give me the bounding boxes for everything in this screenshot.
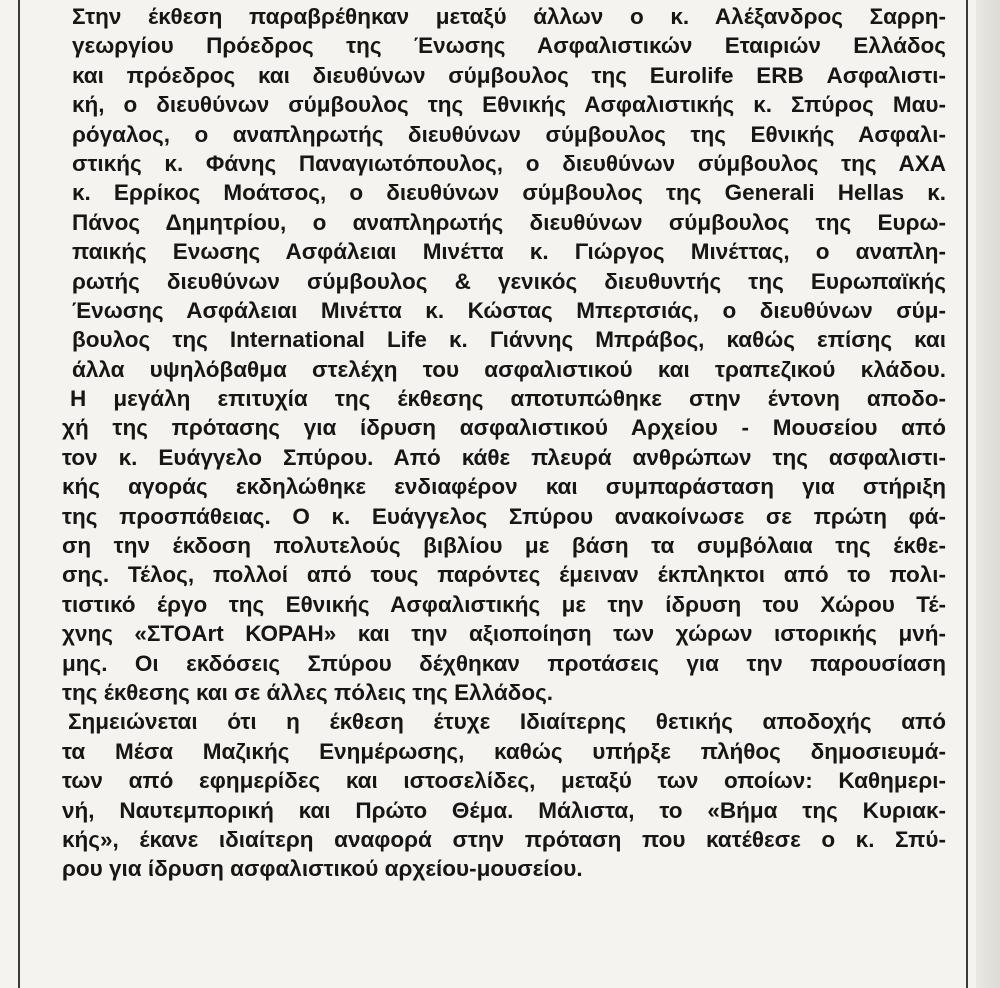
text-line: κή, ο διευθύνων σύμβουλος της Εθνικής Ασφαλιστικής κ. Σπύρος Μαυ- [72, 92, 946, 118]
article-paragraph-3 [62, 707, 946, 883]
text-line: τον κ. Ευάγγελο Σπύρου. Από κάθε πλευρά ανθρώπων της ασφαλιστι- [62, 444, 946, 470]
text-line: χή της πρότασης για ίδρυση ασφαλιστικού Αρχείου - Μουσείου από [62, 415, 946, 441]
text-line: της προσπάθειας. Ο κ. Ευάγγελος Σπύρου ανακοίνωσε σε πρώτη φά- [62, 503, 946, 529]
text-line: των από εφημερίδες και ιστοσελίδες, μεταξύ των οποίων: Καθημερι- [62, 768, 946, 794]
text-line: κής αγοράς εκδηλώθηκε ενδιαφέρον και συμπαράσταση για στήριξη [62, 474, 946, 500]
text-line: τα Μέσα Μαζικής Ενημέρωσης, καθώς υπήρξε πλήθος δημοσιευμά- [62, 738, 946, 764]
text-line: ρου για ίδρυση ασφαλιστικού αρχείου-μουσείου. [62, 856, 583, 882]
text-line: παικής Ενωσης Ασφάλειαι Μινέττα κ. Γιώργος Μινέττας, ο αναπλη- [72, 239, 946, 265]
text-line: χνης «ΣΤΟArt ΚΟΡΑΗ» και την αξιοποίηση των χώρων ιστορικής μνή- [62, 621, 946, 647]
text-line: νή, Ναυτεμπορική και Πρώτο Θέμα. Μάλιστα, το «Βήμα της Κυριακ- [62, 797, 946, 823]
text-line: κ. Ερρίκος Μοάτσος, ο διευθύνων σύμβουλος της Generali Hellas κ. [72, 180, 946, 206]
text-line: της έκθεσης και σε άλλες πόλεις της Ελλάδος. [62, 679, 554, 705]
text-line: ρωτής διευθύνων σύμβουλος & γενικός διευθυντής της Ευρωπαϊκής [72, 268, 946, 294]
article-paragraph-1 [72, 2, 946, 384]
text-line: Πάνος Δημητρίου, ο αναπληρωτής διευθύνων σύμβουλος της Ευρω- [72, 209, 946, 235]
scan-edge-shade [976, 0, 1000, 988]
text-line: και πρόεδρος και διευθύνων σύμβουλος της Eurolife ERB Ασφαλιστι- [72, 62, 946, 88]
article-body [62, 2, 946, 884]
text-line: μης. Οι εκδόσεις Σπύρου δέχθηκαν προτάσεις για την παρουσίαση [62, 650, 946, 676]
text-line: Ένωσης Ασφάλειαι Μινέττα κ. Κώστας Μπερτσιάς, ο διευθύνων σύμ- [72, 297, 946, 323]
text-line: ση την έκδοση πολυτελούς βιβλίου με βάση τα συμβόλαια της έκθε- [62, 533, 946, 559]
text-line: βουλος της International Life κ. Γιάννης Μπράβος, καθώς επίσης και [72, 327, 946, 353]
text-line: ρόγαλος, ο αναπληρωτής διευθύνων σύμβουλος της Εθνικής Ασφαλι- [72, 121, 946, 147]
article-paragraph-2 [62, 384, 946, 707]
text-line: στικής κ. Φάνης Παναγιωτόπουλος, ο διευθύνων σύμβουλος της ΑΧΑ [72, 150, 946, 176]
text-line: γεωργίου Πρόεδρος της Ένωσης Ασφαλιστικών Εταιριών Ελλάδος [72, 33, 946, 59]
text-line: άλλα υψηλόβαθμα στελέχη του ασφαλιστικού και τραπεζικού κλάδου. [72, 356, 946, 382]
text-line: Η μεγάλη επιτυχία της έκθεσης αποτυπώθηκε στην έντονη αποδο- [70, 386, 946, 412]
text-line: τιστικό έργο της Εθνικής Ασφαλιστικής με την ίδρυση του Χώρου Τέ- [62, 591, 946, 617]
text-line: σης. Τέλος, πολλοί από τους παρόντες έμειναν έκπληκτοι από το πολι- [62, 562, 946, 588]
text-line: Στην έκθεση παραβρέθηκαν μεταξύ άλλων ο κ. Αλέξανδρος Σαρρη- [72, 4, 946, 29]
text-line: κής», έκανε ιδιαίτερη αναφορά στην πρόταση που κατέθεσε ο κ. Σπύ- [62, 826, 946, 852]
text-line: Σημειώνεται ότι η έκθεση έτυχε Ιδιαίτερης θετικής αποδοχής από [68, 709, 946, 735]
